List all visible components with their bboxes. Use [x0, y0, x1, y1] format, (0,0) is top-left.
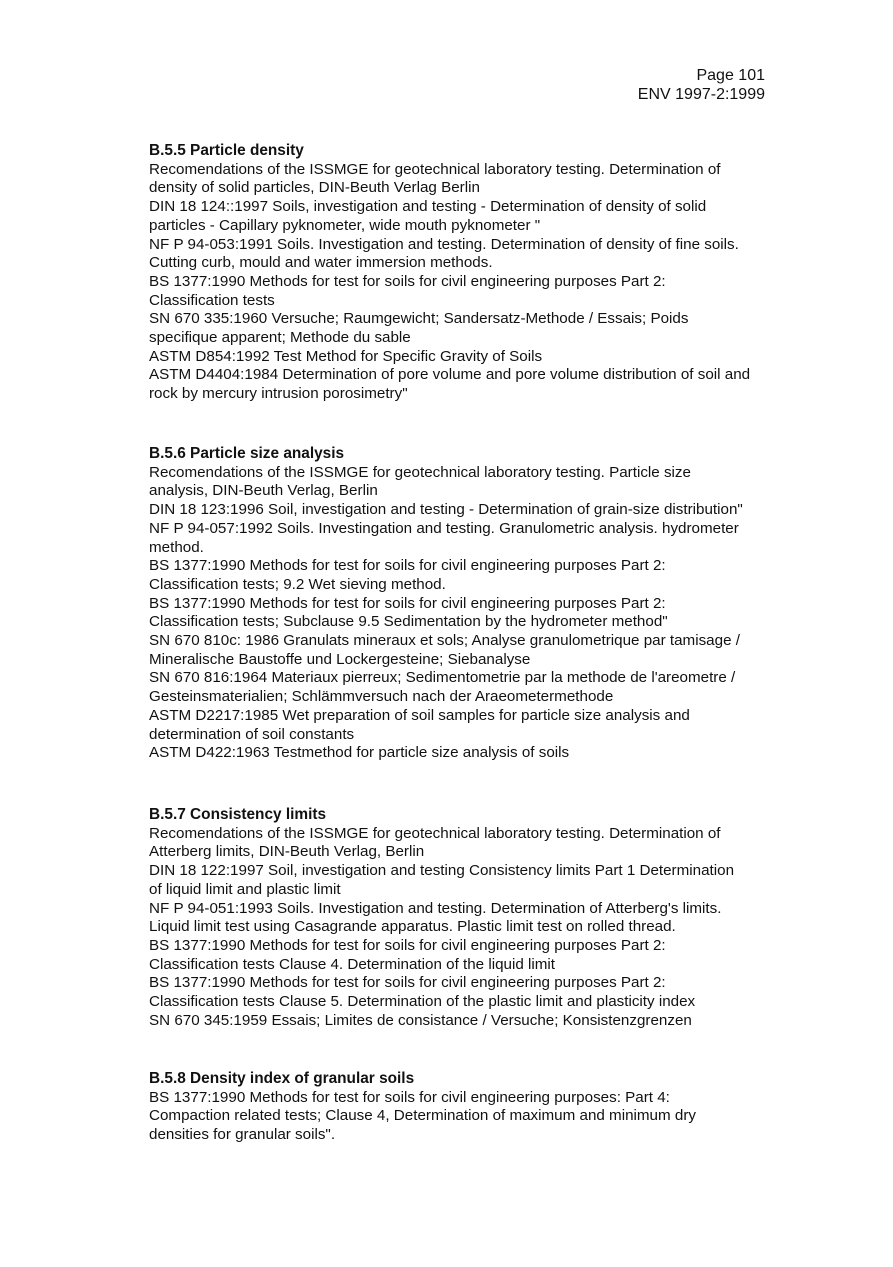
section-heading: B.5.8 Density index of granular soils [149, 1070, 415, 1087]
reference-line: SN 670 810c: 1986 Granulats mineraux et sols; Analyse granulometrique par tamisage / [149, 632, 740, 650]
reference-line: particles - Capillary pyknometer, wide mouth pyknometer " [149, 216, 541, 234]
reference-line: Recomendations of the ISSMGE for geotechnical laboratory testing. Particle size [149, 463, 691, 481]
section-particle-size-analysis [149, 445, 829, 763]
reference-line: Mineralische Baustoffe und Lockergesteine; Siebanalyse [149, 650, 531, 668]
reference-line: SN 670 335:1960 Versuche; Raumgewicht; Sandersatz-Methode / Essais; Poids [149, 310, 689, 328]
reference-line: ASTM D422:1963 Testmethod for particle size analysis of soils [149, 744, 570, 762]
reference-line: ASTM D4404:1984 Determination of pore volume and pore volume distribution of soil and [149, 366, 751, 384]
reference-line: DIN 18 124::1997 Soils, investigation and testing - Determination of density of solid [149, 198, 707, 216]
section-consistency-limits [149, 806, 829, 1030]
reference-line: Recomendations of the ISSMGE for geotechnical laboratory testing. Determination of [149, 824, 721, 842]
reference-line: densities for granular soils". [149, 1126, 336, 1144]
reference-list [149, 464, 829, 763]
reference-line: Classification tests [149, 291, 275, 309]
reference-line: DIN 18 122:1997 Soil, investigation and testing Consistency limits Part 1 Determination [149, 862, 735, 880]
reference-line: method. [149, 538, 204, 556]
reference-line: DIN 18 123:1996 Soil, investigation and testing - Determination of grain-size distribution" [149, 501, 743, 519]
reference-line: Gesteinsmaterialien; Schlämmversuch nach der Araeometermethode [149, 688, 614, 706]
reference-line: rock by mercury intrusion porosimetry" [149, 385, 408, 403]
section-heading: B.5.7 Consistency limits [149, 806, 327, 823]
page-number: Page 101 [696, 67, 765, 84]
reference-line: BS 1377:1990 Methods for test for soils for civil engineering purposes Part 2: [149, 272, 666, 290]
reference-line: ASTM D854:1992 Test Method for Specific Gravity of Soils [149, 347, 543, 365]
reference-line: Atterberg limits, DIN-Beuth Verlag, Berlin [149, 843, 425, 861]
reference-line: analysis, DIN-Beuth Verlag, Berlin [149, 482, 378, 500]
reference-line: Classification tests Clause 4. Determination of the liquid limit [149, 955, 556, 973]
reference-list [149, 825, 829, 1031]
reference-line: SN 670 345:1959 Essais; Limites de consistance / Versuche; Konsistenzgrenzen [149, 1011, 692, 1029]
section-heading: B.5.6 Particle size analysis [149, 445, 345, 462]
page-header [638, 66, 765, 104]
section-particle-density [149, 142, 829, 404]
reference-line: SN 670 816:1964 Materiaux pierreux; Sedimentometrie par la methode de l'areometre / [149, 669, 736, 687]
reference-line: Recomendations of the ISSMGE for geotechnical laboratory testing. Determination of [149, 160, 721, 178]
section-density-index-granular-soils [149, 1070, 829, 1145]
document-id: ENV 1997-2:1999 [637, 86, 765, 103]
section-heading: B.5.5 Particle density [149, 142, 304, 159]
reference-line: NF P 94-057:1992 Soils. Investingation and testing. Granulometric analysis. hydrometer [149, 519, 739, 537]
reference-line: Liquid limit test using Casagrande apparatus. Plastic limit test on rolled thread. [149, 918, 676, 936]
reference-line: ASTM D2217:1985 Wet preparation of soil samples for particle size analysis and [149, 706, 690, 724]
reference-line: Cutting curb, mould and water immersion methods. [149, 254, 493, 272]
reference-line: determination of soil constants [149, 725, 355, 743]
reference-line: specifique apparent; Methode du sable [149, 329, 411, 347]
reference-line: BS 1377:1990 Methods for test for soils for civil engineering purposes Part 2: [149, 557, 666, 575]
reference-line: Compaction related tests; Clause 4, Determination of maximum and minimum dry [149, 1107, 696, 1125]
reference-line: density of solid particles, DIN-Beuth Verlag Berlin [149, 179, 480, 197]
reference-line: NF P 94-053:1991 Soils. Investigation and testing. Determination of density of fine soils. [149, 235, 739, 253]
reference-line: Classification tests; 9.2 Wet sieving method. [149, 575, 446, 593]
reference-line: Classification tests Clause 5. Determination of the plastic limit and plasticity index [149, 993, 696, 1011]
reference-line: BS 1377:1990 Methods for test for soils for civil engineering purposes Part 2: [149, 974, 666, 992]
reference-list [149, 1089, 829, 1145]
reference-line: NF P 94-051:1993 Soils. Investigation and testing. Determination of Atterberg's limits. [149, 899, 722, 917]
reference-line: of liquid limit and plastic limit [149, 880, 341, 898]
reference-line: BS 1377:1990 Methods for test for soils for civil engineering purposes Part 2: [149, 936, 666, 954]
reference-list [149, 161, 829, 404]
reference-line: BS 1377:1990 Methods for test for soils for civil engineering purposes Part 2: [149, 594, 666, 612]
reference-line: BS 1377:1990 Methods for test for soils for civil engineering purposes: Part 4: [149, 1088, 670, 1106]
reference-line: Classification tests; Subclause 9.5 Sedimentation by the hydrometer method" [149, 613, 668, 631]
